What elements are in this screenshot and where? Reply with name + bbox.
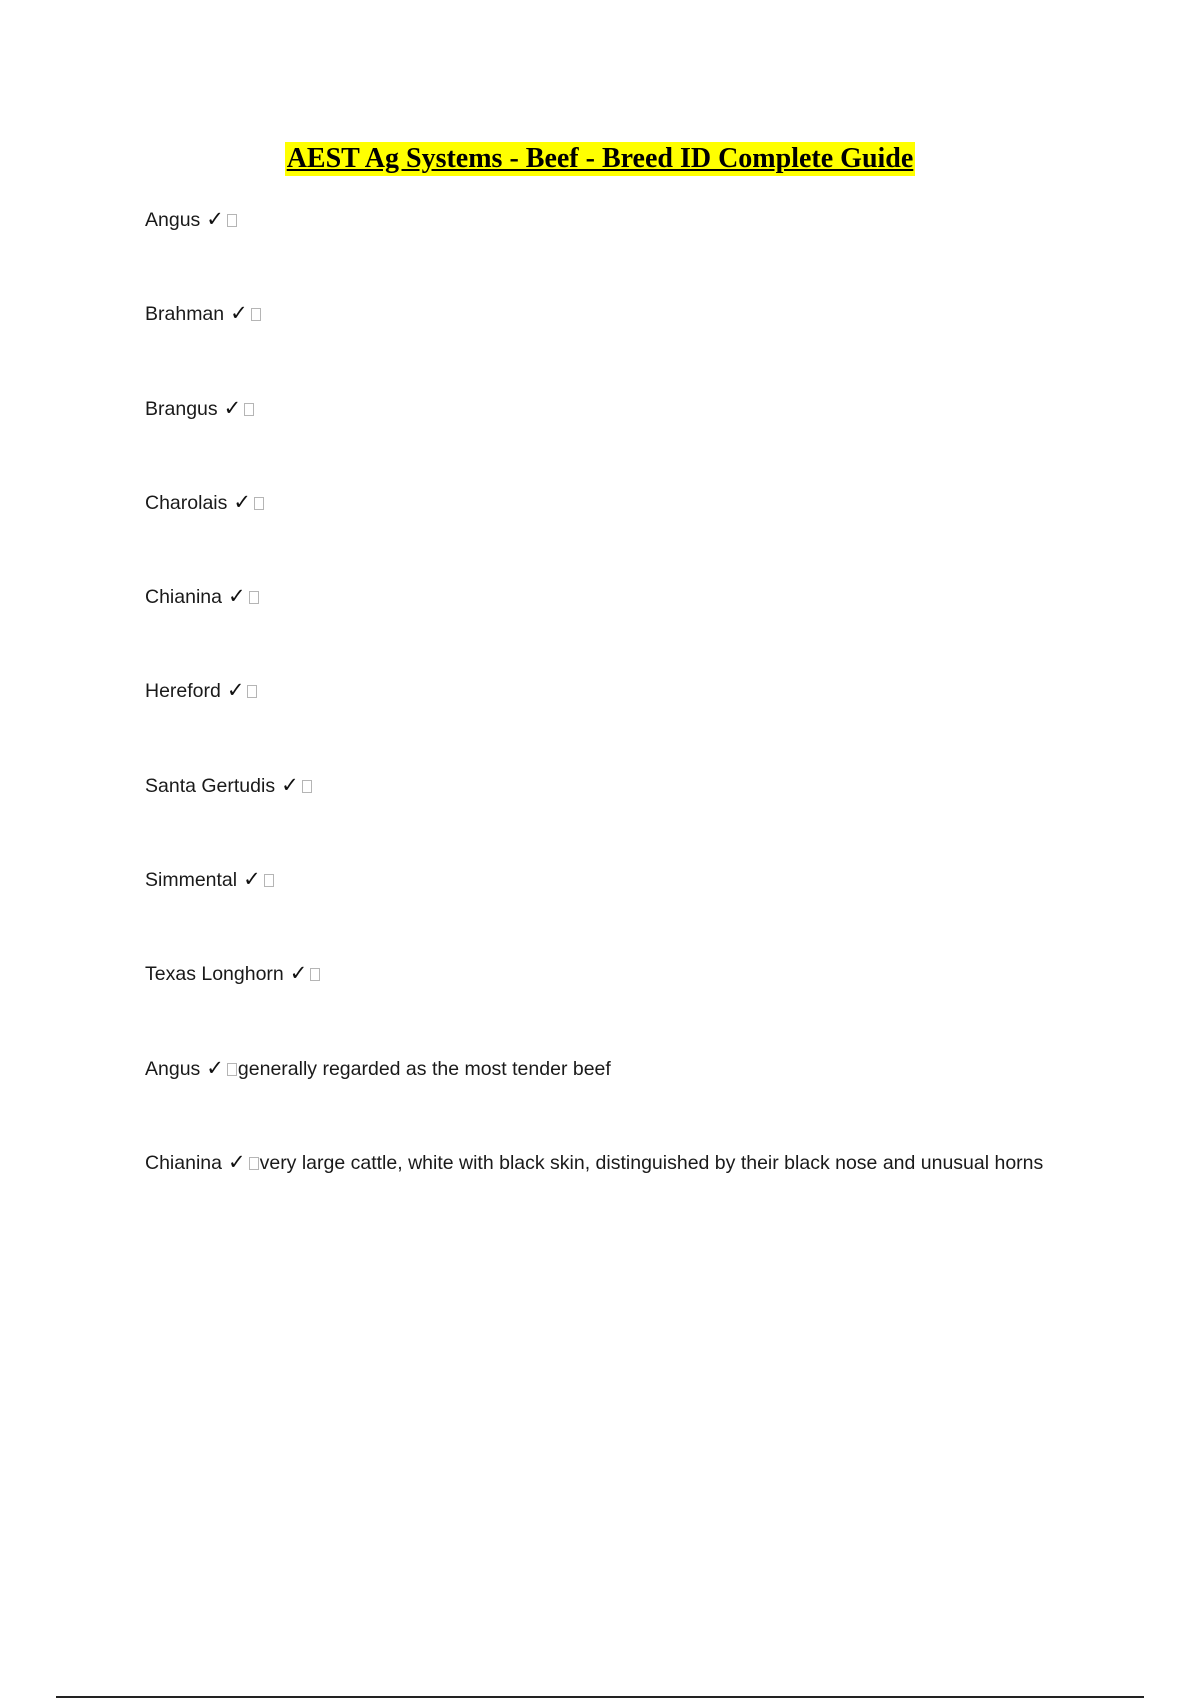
placeholder-box-icon xyxy=(249,1157,259,1170)
check-icon: ✓ xyxy=(227,585,246,609)
page-title: AEST Ag Systems - Beef - Breed ID Complete Guide xyxy=(286,143,914,174)
placeholder-box-icon xyxy=(227,214,237,227)
breed-name: Chianina xyxy=(145,1151,222,1174)
breed-description: generally regarded as the most tender beef xyxy=(237,1057,611,1080)
breed-name: Charolais xyxy=(145,491,228,514)
placeholder-box-icon xyxy=(310,968,320,981)
breed-entry xyxy=(145,300,1155,394)
placeholder-box-icon xyxy=(249,591,259,604)
breed-name: Santa Gertudis xyxy=(145,774,276,797)
breed-entry xyxy=(145,583,1155,677)
placeholder-box-icon xyxy=(251,308,261,321)
breed-name: Simmental xyxy=(145,869,238,892)
placeholder-box-icon xyxy=(254,497,264,510)
breed-name: Chianina xyxy=(145,586,222,609)
placeholder-box-icon xyxy=(302,780,312,793)
breed-entry xyxy=(145,772,1155,866)
check-icon: ✓ xyxy=(281,773,299,797)
check-icon: ✓ xyxy=(226,679,245,703)
check-icon: ✓ xyxy=(230,302,248,326)
breed-name: Brangus xyxy=(145,397,218,420)
check-icon: ✓ xyxy=(289,962,308,986)
check-icon: ✓ xyxy=(227,1150,246,1174)
breed-name: Brahman xyxy=(145,303,225,326)
placeholder-box-icon xyxy=(227,1063,237,1076)
breed-entry xyxy=(145,1149,1155,1243)
breed-entry xyxy=(145,206,1155,300)
breed-name: Hereford xyxy=(145,680,221,703)
placeholder-box-icon xyxy=(247,685,257,698)
placeholder-box-icon xyxy=(244,403,254,416)
breed-name: Angus xyxy=(145,209,201,231)
breed-description: very large cattle, white with black skin, distinguished by their black nose and unusual horns xyxy=(259,1151,1044,1174)
check-icon: ✓ xyxy=(223,396,242,420)
check-icon: ✓ xyxy=(206,208,224,231)
footer-divider xyxy=(56,1696,1144,1698)
title-wrap xyxy=(0,142,1200,176)
breed-name: Angus xyxy=(145,1057,201,1080)
breed-entry xyxy=(145,489,1155,583)
breed-entry xyxy=(145,395,1155,489)
breed-entry xyxy=(145,677,1155,771)
breed-name: Texas Longhorn xyxy=(145,963,284,986)
breed-list xyxy=(145,206,1155,1243)
breed-entry xyxy=(145,960,1155,1054)
check-icon: ✓ xyxy=(233,490,251,514)
breed-entry xyxy=(145,866,1155,960)
check-icon: ✓ xyxy=(206,1056,224,1080)
breed-entry xyxy=(145,1055,1155,1149)
placeholder-box-icon xyxy=(264,874,274,887)
check-icon: ✓ xyxy=(243,868,261,892)
